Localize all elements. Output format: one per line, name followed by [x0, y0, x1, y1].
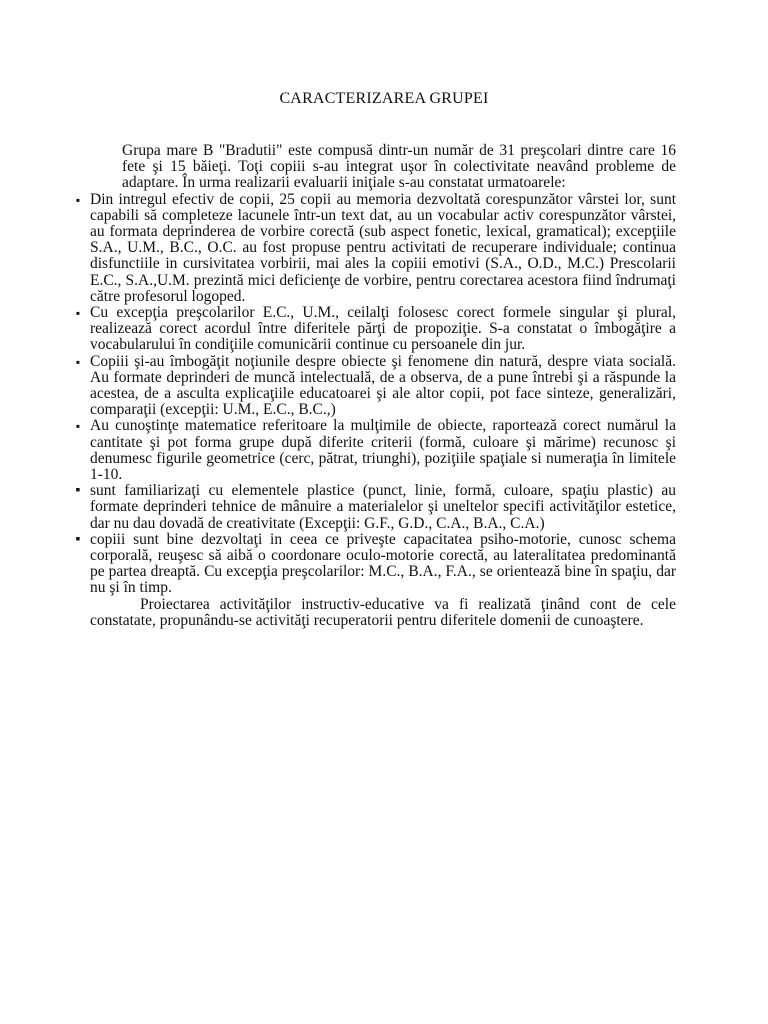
- bullet-icon: ▪: [75, 354, 81, 369]
- list-item-text: copiii sunt bine dezvoltaţi in ceea ce priveşte capacitatea psiho-motorie, cunosc schema corporală, reuşesc să aibă o coordonare oculo-motorie corectă, au lateralitatea predominantă pe partea dreaptă. Cu excepţia preşcolarilor: M.C., B.A., F.A., se orientează bine în spaţiu, dar nu şi în timp.: [90, 530, 676, 597]
- list-item-text: Copiii şi-au îmbogăţit noţiunile despre obiecte şi fenomene din natură, despre viata socială. Au formate deprinderi de muncă intelectuală, de a observa, de a pune întrebi şi a răspunde la acestea, de a asculta explicaţiile educatoarei şi ale altor copii, pot face sinteze, generalizări, comparaţii (excepţii: U.M., E.C., B.C.,): [90, 352, 676, 419]
- list-item-text: Au cunoştinţe matematice referitoare la mulţimile de obiecte, raportează corect numărul la cantitate şi pot forma grupe după diferite criterii (formă, culoare şi mărime) recunosc şi denumesc figurile geometrice (cerc, pătrat, triunghi), poziţiile spaţiale si numeraţia în limitele 1-10.: [90, 417, 676, 484]
- list-item: [75, 482, 676, 532]
- document-body: [75, 142, 676, 629]
- list-item: [75, 530, 676, 597]
- list-item: [75, 304, 676, 354]
- bullet-icon: ▪: [75, 192, 81, 207]
- list-item-text: Din intregul efectiv de copii, 25 copii au memoria dezvoltată corespunzător vârstei lor, sunt capabili să completeze lacunele într-un text dat, au un vocabular activ corespunzător vârstei, au formata deprinderea de vorbire corectă (sub aspect fonetic, lexical, gramatical); excepţiile S.A., U.M., B.C., O.C. au fost propuse pentru activitati de recuperare individuale; continua disfunctiile in cursivitatea vorbirii, mai ales la copiii emotivi (S.A., O.D., M.C.) Prescolarii E.C., S.A.,U.M. prezintă mici deficienţe de vorbire, pentru corectarea acestora fiind îndrumaţi către profesorul logoped.: [90, 190, 676, 305]
- list-item-text: sunt familiarizaţi cu elementele plastice (punct, linie, formă, culoare, spaţiu plastic) au formate deprinderi tehnice de mânuire a materialelor şi uneltelor specifi activităţilor estetice, dar nu dau dovadă de creativitate (Excepţii: G.F., G.D., C.A., B.A., C.A.): [90, 482, 676, 532]
- list-item: [75, 417, 676, 484]
- bullet-icon: ▪: [75, 483, 81, 499]
- observations-list: [75, 190, 676, 597]
- intro-paragraph: Grupa mare B "Bradutii" este compusă dintr-un număr de 31 preşcolari dintre care 16 fete şi 15 băieţi. Toţi copiii s-au integrat uşor în colectivitate neavând probleme de adaptare. În urma realizarii evaluarii iniţiale s-au constatat urmatoarele:: [122, 142, 676, 192]
- bullet-icon: ▪: [75, 419, 81, 434]
- page-title: CARACTERIZAREA GRUPEI: [279, 90, 489, 107]
- bullet-icon: ▪: [75, 531, 81, 547]
- list-item: [75, 352, 676, 419]
- bullet-icon: ▪: [75, 306, 81, 321]
- list-item-text: Cu excepţia preşcolarilor E.C., U.M., ceilalţi folosesc corect formele singular şi plural, realizează corect acordul între diferitele părţi de propoziţie. S-a constatat o îmbogăţire a vocabularului în condiţiile comunicării continue cu persoanele din jur.: [90, 304, 676, 354]
- closing-paragraph: Proiectarea activităţilor instructiv-educative va fi realizată ţinând cont de cele constatate, propunându-se activităţi recuperatorii pentru diferitele domenii de cunoaştere.: [90, 595, 676, 629]
- list-item: [75, 190, 676, 305]
